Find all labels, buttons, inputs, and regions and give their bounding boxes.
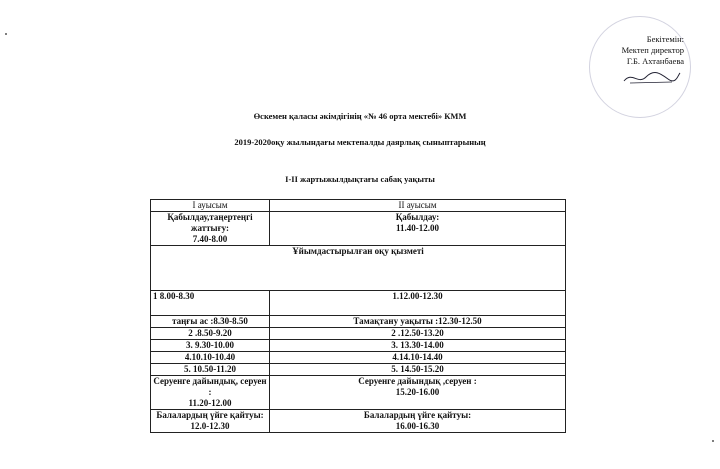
lesson-5-shift-1: 5. 10.50-11.20 — [151, 364, 270, 376]
lesson-4-shift-1: 4.10.10-10.40 — [151, 352, 270, 364]
schedule-table — [150, 199, 566, 433]
organized-activity-cell: Ұйымдастырылған оқу қызметі — [151, 246, 566, 291]
organized-activity-row — [151, 246, 566, 291]
header-shift-1: I ауысым — [151, 200, 270, 212]
walk-shift-2-label: Серуенге дайындық ,серуен : — [358, 376, 477, 386]
lesson-4-shift-2: 4.14.10-14.40 — [270, 352, 566, 364]
meal-shift-2: Тамақтану уақыты :12.30-12.50 — [270, 316, 566, 328]
reception-shift-2 — [270, 212, 566, 246]
reception-shift-2-label: Қабылдау: — [395, 212, 440, 222]
scan-speck — [5, 33, 7, 35]
director-signature — [622, 69, 682, 87]
walk-shift-2-time: 15.20-16.00 — [395, 387, 440, 397]
going-home-shift-2-time: 16.00-16.30 — [395, 421, 440, 431]
walk-shift-1-label: Серуенге дайындық, серуен : — [153, 376, 267, 397]
table-row — [151, 364, 566, 376]
going-home-shift-1-time: 12.0-12.30 — [190, 421, 230, 431]
lesson-2-shift-2: 2 .12.50-13.20 — [270, 328, 566, 340]
lesson-3-shift-2: 3. 13.30-14.00 — [270, 340, 566, 352]
semester-title: I-II жартыжылдықтағы сабақ уақыты — [285, 174, 435, 184]
lesson-1-shift-1: 1 8.00-8.30 — [151, 291, 270, 316]
header-shift-2: II ауысым — [270, 200, 566, 212]
table-row — [151, 340, 566, 352]
going-home-shift-1-label: Балалардың үйге қайтуы: — [156, 410, 264, 420]
approval-line-3: Г.Б. Ахтанбаева — [626, 56, 684, 66]
table-row — [151, 316, 566, 328]
reception-shift-1-time: 7.40-8.00 — [192, 234, 228, 244]
reception-row — [151, 212, 566, 246]
table-row — [151, 291, 566, 316]
walk-shift-1 — [151, 376, 270, 410]
walk-shift-1-time: 11.20-12.00 — [188, 398, 232, 408]
approval-block — [622, 34, 684, 87]
lesson-5-shift-2: 5. 14.50-15.20 — [270, 364, 566, 376]
approval-line-1: Бекітемін: — [646, 34, 684, 44]
approval-line-2: Мектеп директор — [621, 45, 684, 55]
header-row — [151, 200, 566, 212]
walk-shift-2 — [270, 376, 566, 410]
going-home-shift-2-label: Балалардың үйге қайтуы: — [363, 410, 472, 420]
reception-shift-1 — [151, 212, 270, 246]
going-home-shift-2 — [270, 410, 566, 433]
reception-shift-2-time: 11.40-12.00 — [395, 223, 439, 233]
scan-speck — [712, 440, 714, 442]
lesson-3-shift-1: 3. 9.30-10.00 — [151, 340, 270, 352]
school-name-title: Өскемен қаласы әкімдігінің «№ 46 орта мектебі» КММ — [253, 111, 467, 121]
breakfast-shift-1: таңғы ас :8.30-8.50 — [151, 316, 270, 328]
table-row — [151, 352, 566, 364]
schedule-title: 2019-2020оқу жылындағы мектепалды даярлық сыныптарының — [234, 137, 486, 147]
reception-shift-1-label: Қабылдау,таңертеңгі жаттығу: — [167, 212, 253, 233]
going-home-row — [151, 410, 566, 433]
walk-row — [151, 376, 566, 410]
table-row — [151, 328, 566, 340]
lesson-2-shift-1: 2 .8.50-9.20 — [151, 328, 270, 340]
lesson-1-shift-2: 1.12.00-12.30 — [270, 291, 566, 316]
going-home-shift-1 — [151, 410, 270, 433]
